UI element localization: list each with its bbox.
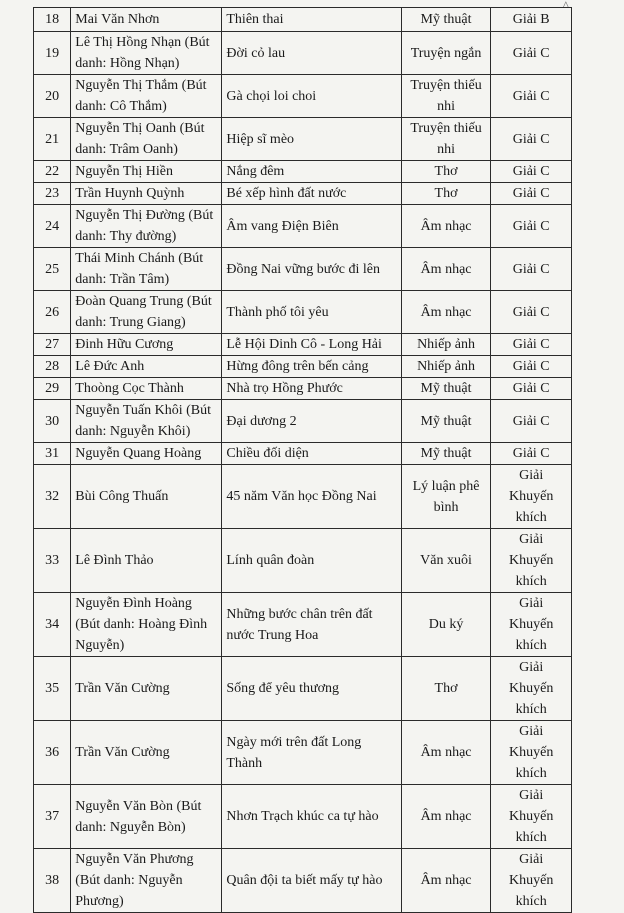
prize-cell: Giải Khuyến khích: [491, 785, 572, 849]
prize-cell: Giải Khuyến khích: [491, 593, 572, 657]
table-row: [34, 785, 572, 849]
genre-cell: Mỹ thuật: [401, 443, 491, 465]
prize-cell: Giải C: [491, 205, 572, 248]
work-title-cell: Ngày mới trên đất Long Thành: [222, 721, 401, 785]
table-row: [34, 161, 572, 183]
genre-cell: Thơ: [401, 657, 491, 721]
genre-cell: Mỹ thuật: [401, 378, 491, 400]
work-title-cell: Hừng đông trên bến cảng: [222, 356, 401, 378]
prize-cell: Giải C: [491, 32, 572, 75]
row-number-cell: 18: [34, 8, 71, 32]
genre-cell: Âm nhạc: [401, 721, 491, 785]
row-number-cell: 30: [34, 400, 71, 443]
author-name-cell: Nguyễn Văn Phương (Bút danh: Nguyễn Phương): [71, 849, 222, 913]
work-title-cell: Nắng đêm: [222, 161, 401, 183]
table-row: [34, 443, 572, 465]
author-name-cell: Mai Văn Nhơn: [71, 8, 222, 32]
prize-cell: Giải C: [491, 161, 572, 183]
genre-cell: Âm nhạc: [401, 785, 491, 849]
work-title-cell: Thiên thai: [222, 8, 401, 32]
author-name-cell: Nguyễn Quang Hoàng: [71, 443, 222, 465]
row-number-cell: 31: [34, 443, 71, 465]
work-title-cell: Hiệp sĩ mèo: [222, 118, 401, 161]
row-number-cell: 22: [34, 161, 71, 183]
table-row: [34, 378, 572, 400]
work-title-cell: Nhơn Trạch khúc ca tự hào: [222, 785, 401, 849]
prize-cell: Giải Khuyến khích: [491, 465, 572, 529]
table-row: [34, 657, 572, 721]
table-row: [34, 400, 572, 443]
prize-cell: Giải C: [491, 334, 572, 356]
genre-cell: Âm nhạc: [401, 205, 491, 248]
genre-cell: Thơ: [401, 183, 491, 205]
row-number-cell: 36: [34, 721, 71, 785]
table-row: [34, 118, 572, 161]
genre-cell: Truyện thiếu nhi: [401, 118, 491, 161]
award-table: [33, 7, 572, 913]
row-number-cell: 23: [34, 183, 71, 205]
author-name-cell: Lê Thị Hồng Nhạn (Bút danh: Hồng Nhạn): [71, 32, 222, 75]
table-row: [34, 248, 572, 291]
genre-cell: Mỹ thuật: [401, 400, 491, 443]
table-row: [34, 75, 572, 118]
table-row: [34, 291, 572, 334]
row-number-cell: 33: [34, 529, 71, 593]
work-title-cell: Đời cỏ lau: [222, 32, 401, 75]
work-title-cell: Gà chọi loi choi: [222, 75, 401, 118]
work-title-cell: Lễ Hội Dinh Cô - Long Hải: [222, 334, 401, 356]
author-name-cell: Đoàn Quang Trung (Bút danh: Trung Giang): [71, 291, 222, 334]
genre-cell: Âm nhạc: [401, 248, 491, 291]
row-number-cell: 20: [34, 75, 71, 118]
award-table-body: [34, 8, 572, 913]
author-name-cell: Nguyễn Đình Hoàng (Bút danh: Hoàng Đình Nguyễn): [71, 593, 222, 657]
author-name-cell: Trần Huynh Quỳnh: [71, 183, 222, 205]
prize-cell: Giải C: [491, 443, 572, 465]
genre-cell: Nhiếp ảnh: [401, 334, 491, 356]
table-row: [34, 593, 572, 657]
row-number-cell: 34: [34, 593, 71, 657]
table-row: [34, 356, 572, 378]
work-title-cell: Chiều đối diện: [222, 443, 401, 465]
table-row: [34, 205, 572, 248]
prize-cell: Giải C: [491, 291, 572, 334]
table-row: [34, 183, 572, 205]
prize-cell: Giải C: [491, 75, 572, 118]
prize-cell: Giải C: [491, 183, 572, 205]
author-name-cell: Trần Văn Cường: [71, 721, 222, 785]
work-title-cell: Nhà trọ Hồng Phước: [222, 378, 401, 400]
table-row: [34, 8, 572, 32]
prize-cell: Giải Khuyến khích: [491, 721, 572, 785]
author-name-cell: Nguyễn Thị Đường (Bút danh: Thy đường): [71, 205, 222, 248]
prize-cell: Giải Khuyến khích: [491, 529, 572, 593]
table-row: [34, 32, 572, 75]
author-name-cell: Trần Văn Cường: [71, 657, 222, 721]
author-name-cell: Thoòng Cọc Thành: [71, 378, 222, 400]
work-title-cell: Âm vang Điện Biên: [222, 205, 401, 248]
prize-cell: Giải C: [491, 400, 572, 443]
table-row: [34, 465, 572, 529]
row-number-cell: 26: [34, 291, 71, 334]
genre-cell: Du ký: [401, 593, 491, 657]
genre-cell: Truyện thiếu nhi: [401, 75, 491, 118]
row-number-cell: 21: [34, 118, 71, 161]
prize-cell: Giải B: [491, 8, 572, 32]
prize-cell: Giải Khuyến khích: [491, 849, 572, 913]
row-number-cell: 35: [34, 657, 71, 721]
author-name-cell: Nguyễn Thị Hiền: [71, 161, 222, 183]
row-number-cell: 38: [34, 849, 71, 913]
genre-cell: Mỹ thuật: [401, 8, 491, 32]
table-row: [34, 721, 572, 785]
prize-cell: Giải C: [491, 118, 572, 161]
row-number-cell: 27: [34, 334, 71, 356]
prize-cell: Giải C: [491, 356, 572, 378]
work-title-cell: Quân đội ta biết mấy tự hào: [222, 849, 401, 913]
author-name-cell: Nguyễn Tuấn Khôi (Bút danh: Nguyễn Khôi): [71, 400, 222, 443]
work-title-cell: Bé xếp hình đất nước: [222, 183, 401, 205]
author-name-cell: Nguyễn Thị Thắm (Bút danh: Cô Thắm): [71, 75, 222, 118]
work-title-cell: Những bước chân trên đất nước Trung Hoa: [222, 593, 401, 657]
row-number-cell: 25: [34, 248, 71, 291]
author-name-cell: Lê Đình Thảo: [71, 529, 222, 593]
work-title-cell: Đại dương 2: [222, 400, 401, 443]
table-row: [34, 529, 572, 593]
table-row: [34, 849, 572, 913]
prize-cell: Giải Khuyến khích: [491, 657, 572, 721]
genre-cell: Thơ: [401, 161, 491, 183]
author-name-cell: Thái Minh Chánh (Bút danh: Trần Tâm): [71, 248, 222, 291]
genre-cell: Âm nhạc: [401, 849, 491, 913]
genre-cell: Lý luận phê bình: [401, 465, 491, 529]
row-number-cell: 28: [34, 356, 71, 378]
genre-cell: Nhiếp ảnh: [401, 356, 491, 378]
work-title-cell: Sống để yêu thương: [222, 657, 401, 721]
author-name-cell: Bùi Công Thuấn: [71, 465, 222, 529]
author-name-cell: Đinh Hữu Cương: [71, 334, 222, 356]
work-title-cell: 45 năm Văn học Đồng Nai: [222, 465, 401, 529]
author-name-cell: Lê Đức Anh: [71, 356, 222, 378]
row-number-cell: 29: [34, 378, 71, 400]
work-title-cell: Lính quân đoàn: [222, 529, 401, 593]
corner-mark: ^: [563, 0, 569, 12]
work-title-cell: Thành phố tôi yêu: [222, 291, 401, 334]
table-row: [34, 334, 572, 356]
genre-cell: Âm nhạc: [401, 291, 491, 334]
row-number-cell: 32: [34, 465, 71, 529]
row-number-cell: 37: [34, 785, 71, 849]
author-name-cell: Nguyễn Văn Bòn (Bút danh: Nguyễn Bòn): [71, 785, 222, 849]
prize-cell: Giải C: [491, 378, 572, 400]
row-number-cell: 19: [34, 32, 71, 75]
row-number-cell: 24: [34, 205, 71, 248]
genre-cell: Văn xuôi: [401, 529, 491, 593]
genre-cell: Truyện ngắn: [401, 32, 491, 75]
author-name-cell: Nguyễn Thị Oanh (Bút danh: Trâm Oanh): [71, 118, 222, 161]
work-title-cell: Đồng Nai vững bước đi lên: [222, 248, 401, 291]
prize-cell: Giải C: [491, 248, 572, 291]
